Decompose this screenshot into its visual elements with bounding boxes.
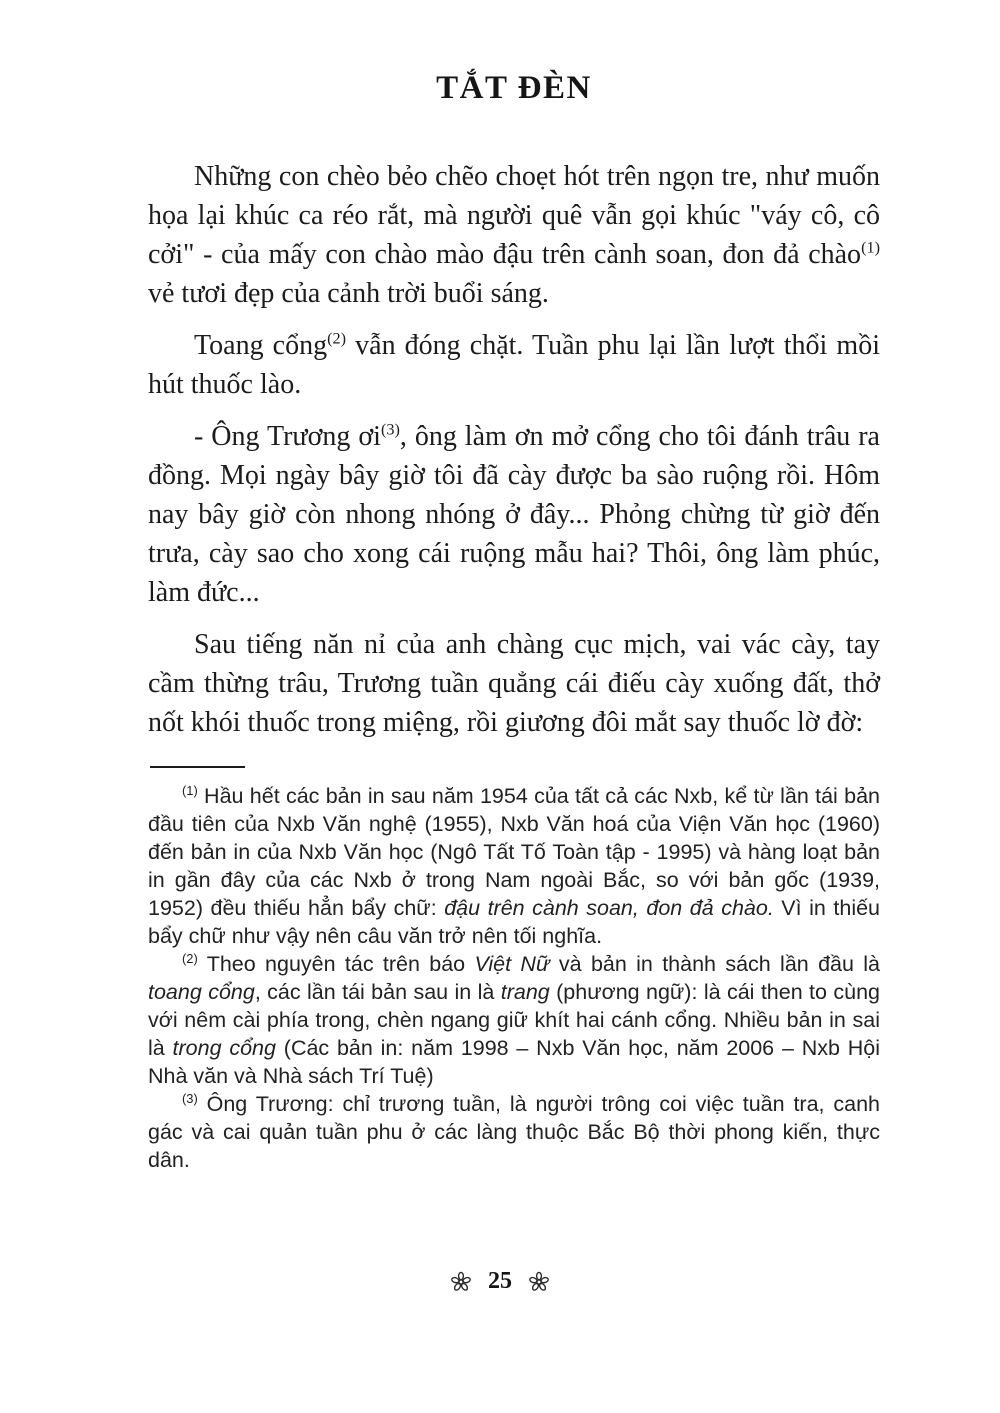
footnote bbox=[148, 950, 880, 1090]
paragraph-text: Sau tiếng năn nỉ của anh chàng cục mịch, vai vác cày, tay cầm thừng trâu, Trương tuần quẳng cái điếu cày xuống đất, thở nốt khói thuốc trong miệng, rồi giương đôi mắt say thuốc lờ đờ: bbox=[148, 629, 880, 738]
footnote-ref: (2) bbox=[327, 329, 347, 348]
paragraph-text: - Ông Trương ơi bbox=[194, 421, 381, 452]
footnote-text-italic: trang bbox=[500, 980, 550, 1004]
paragraph-text: Toang cổng bbox=[194, 330, 328, 361]
footnote-ref: (3) bbox=[380, 420, 400, 439]
footnote-text: (Các bản in: năm 1998 – Nxb Văn học, năm 2006 – Nxb Hội Nhà văn và Nhà sách Trí Tuệ) bbox=[148, 1036, 880, 1088]
flower-ornament-icon bbox=[528, 1271, 550, 1293]
footnote-marker: (1) bbox=[182, 782, 198, 798]
page-number: 25 bbox=[488, 1268, 512, 1294]
body-text bbox=[148, 157, 880, 742]
footnote-text-italic: trong cổng bbox=[172, 1036, 276, 1060]
footnote bbox=[148, 782, 880, 950]
footnote-ref: (1) bbox=[861, 238, 880, 257]
footnote-marker: (2) bbox=[182, 950, 198, 966]
body-paragraph bbox=[148, 625, 880, 742]
body-paragraph bbox=[148, 417, 880, 612]
footnote-text: và bản in thành sách lần đầu là bbox=[549, 952, 880, 976]
paragraph-text: Những con chèo bẻo chẽo choẹt hót trên ngọn tre, như muốn họa lại khúc ca réo rắt, mà người quê vẫn gọi khúc "váy cô, cô cởi" - của mấy con chào mào đậu trên cành soan, đon đả chào bbox=[148, 161, 880, 270]
footnote-text: Hầu hết các bản in sau năm 1954 của tất cả các Nxb, kể từ lần tái bản đầu tiên của Nxb Văn nghệ (1955), Nxb Văn hoá của Viện Văn học (1960) đến bản in của Nxb Văn học (Ngô Tất Tố Toàn tập - 1995) và hàng loạt bản in gần đây của các Nxb ở trong Nam ngoài Bắc, so với bản gốc (1939, 1952) đều thiếu hẳn bẩy chữ: bbox=[148, 784, 880, 920]
paragraph-text: vẻ tươi đẹp của cảnh trời buổi sáng. bbox=[148, 278, 549, 309]
footnote-text-italic: đậu trên cành soan, đon đả chào. bbox=[444, 896, 774, 920]
footnote-marker: (3) bbox=[182, 1090, 198, 1106]
footnote-text: , các lần tái bản sau in là bbox=[254, 980, 501, 1004]
footnote-text-italic: Việt Nữ bbox=[474, 952, 550, 976]
footnote bbox=[148, 1090, 880, 1174]
body-paragraph bbox=[148, 326, 880, 404]
body-paragraph bbox=[148, 157, 880, 313]
footnote-text-italic: toang cổng bbox=[148, 980, 255, 1004]
footnote-text: Vì in thiếu bẩy chữ như vậy nên câu văn trở nên tối nghĩa. bbox=[148, 896, 881, 948]
page-footer bbox=[0, 1268, 1000, 1295]
footnote-text: Ông Trương: chỉ trương tuần, là người trông coi việc tuần tra, canh gác và cai quản tuần phu ở các làng thuộc Bắc Bộ thời phong kiến, thực dân. bbox=[148, 1092, 880, 1172]
footnote-text: Theo nguyên tác trên báo bbox=[197, 952, 475, 976]
flower-ornament-icon bbox=[450, 1271, 472, 1293]
footnote-separator bbox=[150, 766, 245, 768]
footnotes-section bbox=[148, 782, 880, 1174]
paragraph-text: , ông làm ơn mở cổng cho tôi đánh trâu ra đồng. Mọi ngày bây giờ tôi đã cày được ba sào ruộng rồi. Hôm nay bây giờ còn nhong nhóng ở đây... Phỏng chừng từ giờ đến trưa, cày sao cho xong cái ruộng mẫu hai? Thôi, ông làm phúc, làm đức... bbox=[148, 421, 880, 608]
page-title: TẮT ĐÈN bbox=[436, 70, 592, 106]
footnote-text: (phương ngữ): là cái then to cùng với nêm cài phía trong, chèn ngang giữ khít hai cánh cổng. Nhiều bản in sai là bbox=[148, 980, 880, 1060]
paragraph-text: vẫn đóng chặt. Tuần phu lại lần lượt thổi mồi hút thuốc lào. bbox=[148, 330, 880, 400]
